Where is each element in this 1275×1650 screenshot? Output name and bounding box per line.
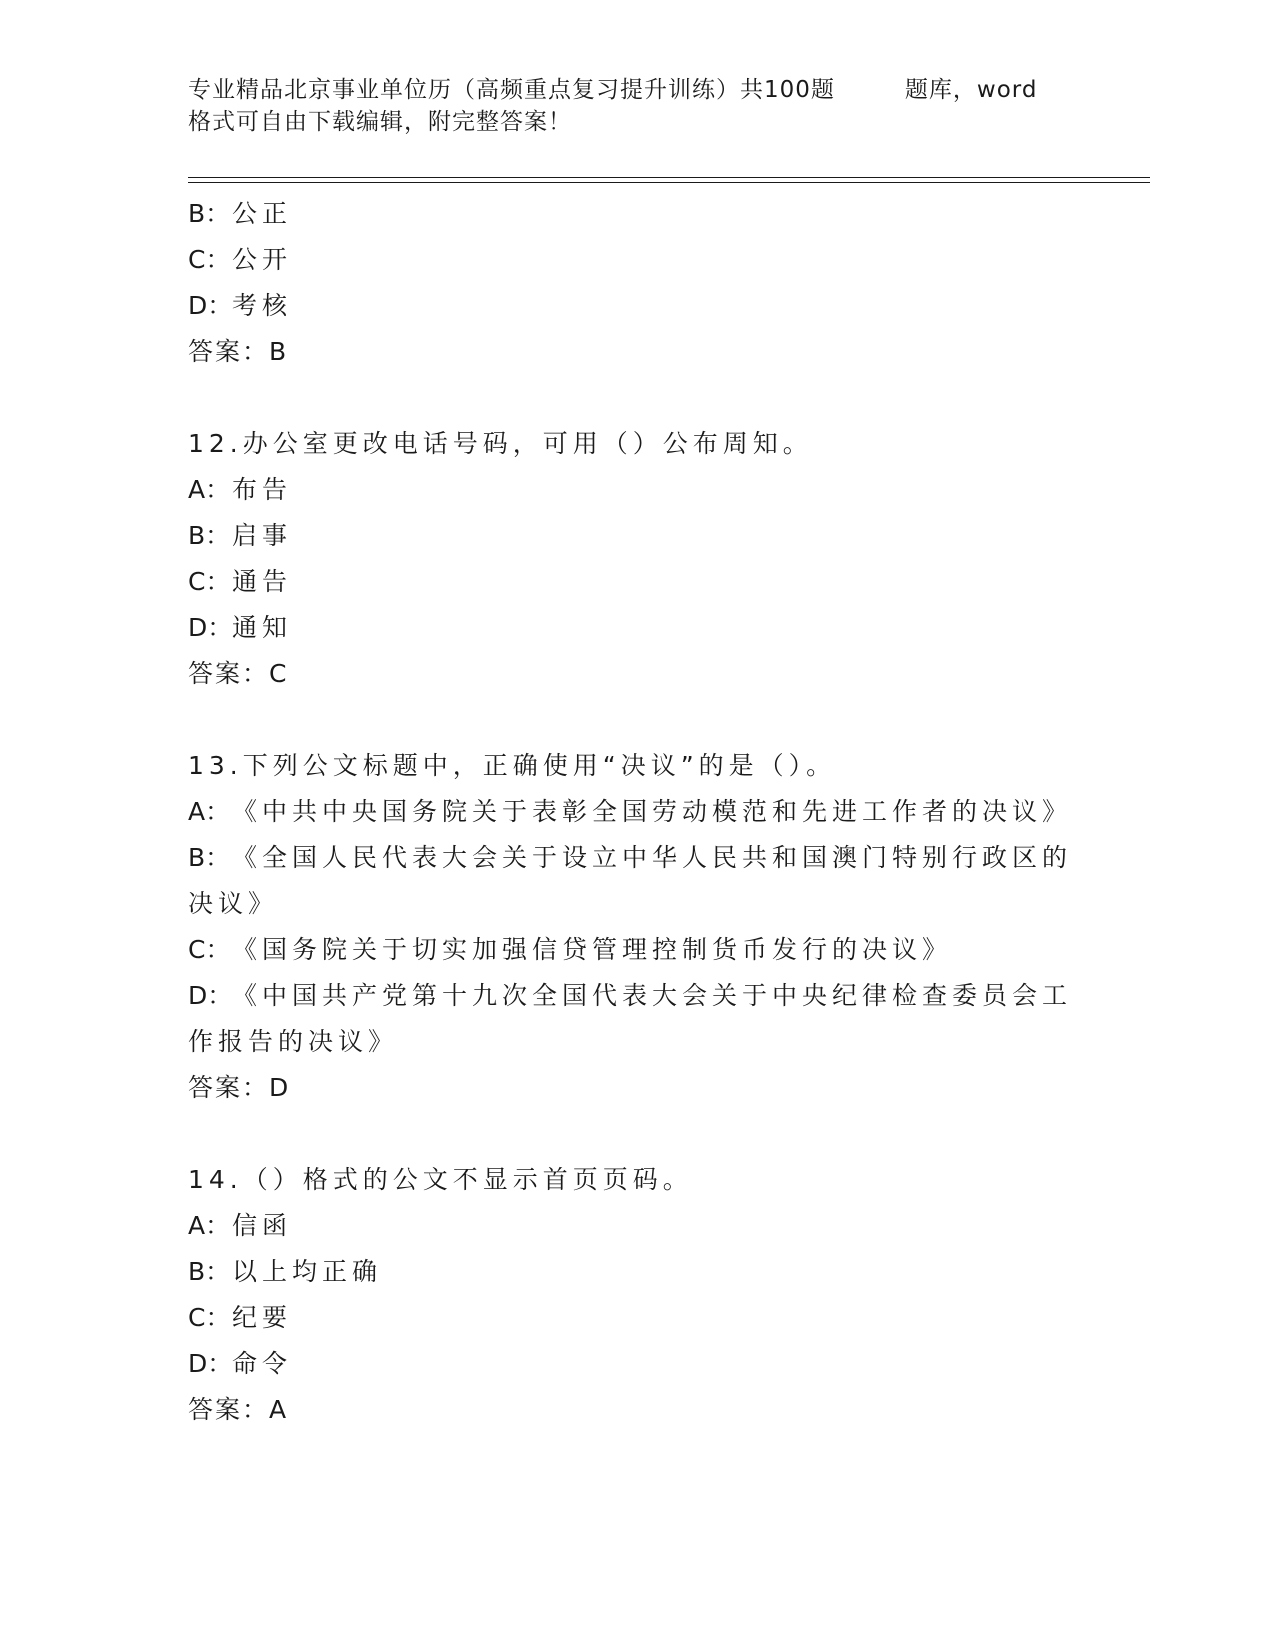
question-stem: 14.（）格式的公文不显示首页页码。 [188,1165,693,1194]
option-a: A：布告 [188,475,293,504]
option-d: D：通知 [188,613,293,642]
option-c: C：纪要 [188,1303,293,1332]
option-c: C：《国务院关于切实加强信贷管理控制货币发行的决议》 [188,935,953,964]
question-list [188,191,1078,1433]
header-title-suffix: 题库，word [904,77,1038,103]
header-divider-bottom [188,182,1150,183]
option-b: B：以上均正确 [188,1257,383,1286]
option-a: A：《中共中央国务院关于表彰全国劳动模范和先进工作者的决议》 [188,797,1073,826]
option-a: A：信函 [188,1211,293,1240]
answer-line: 答案：A [188,1395,289,1424]
header-divider-top [188,177,1150,178]
header-line-1 [188,74,1068,106]
answer-line: 答案：B [188,337,289,366]
option-c: C：通告 [188,567,293,596]
option-b: B：启事 [188,521,293,550]
question-stem: 13.下列公文标题中，正确使用“决议”的是（）。 [188,751,837,780]
question-13 [188,743,1078,1111]
answer-line: 答案：C [188,659,289,688]
header-title: 专业精品北京事业单位历（高频重点复习提升训练）共100题 [188,77,835,103]
question-12 [188,421,1078,697]
page-header [188,74,1068,138]
option-d: D：命令 [188,1349,293,1378]
question-14 [188,1157,1078,1433]
answer-line: 答案：D [188,1073,291,1102]
option-d: D：《中国共产党第十九次全国代表大会关于中央纪律检查委员会工作报告的决议》 [188,981,1073,1056]
question-stem: 12.办公室更改电话号码，可用（）公布周知。 [188,429,813,458]
option-d: D：考核 [188,291,293,320]
option-b: B：公正 [188,199,293,228]
option-b: B：《全国人民代表大会关于设立中华人民共和国澳门特别行政区的决议》 [188,843,1073,918]
header-line-2: 格式可自由下载编辑，附完整答案！ [188,109,572,135]
option-c: C：公开 [188,245,293,274]
question-11-tail [188,191,1078,375]
